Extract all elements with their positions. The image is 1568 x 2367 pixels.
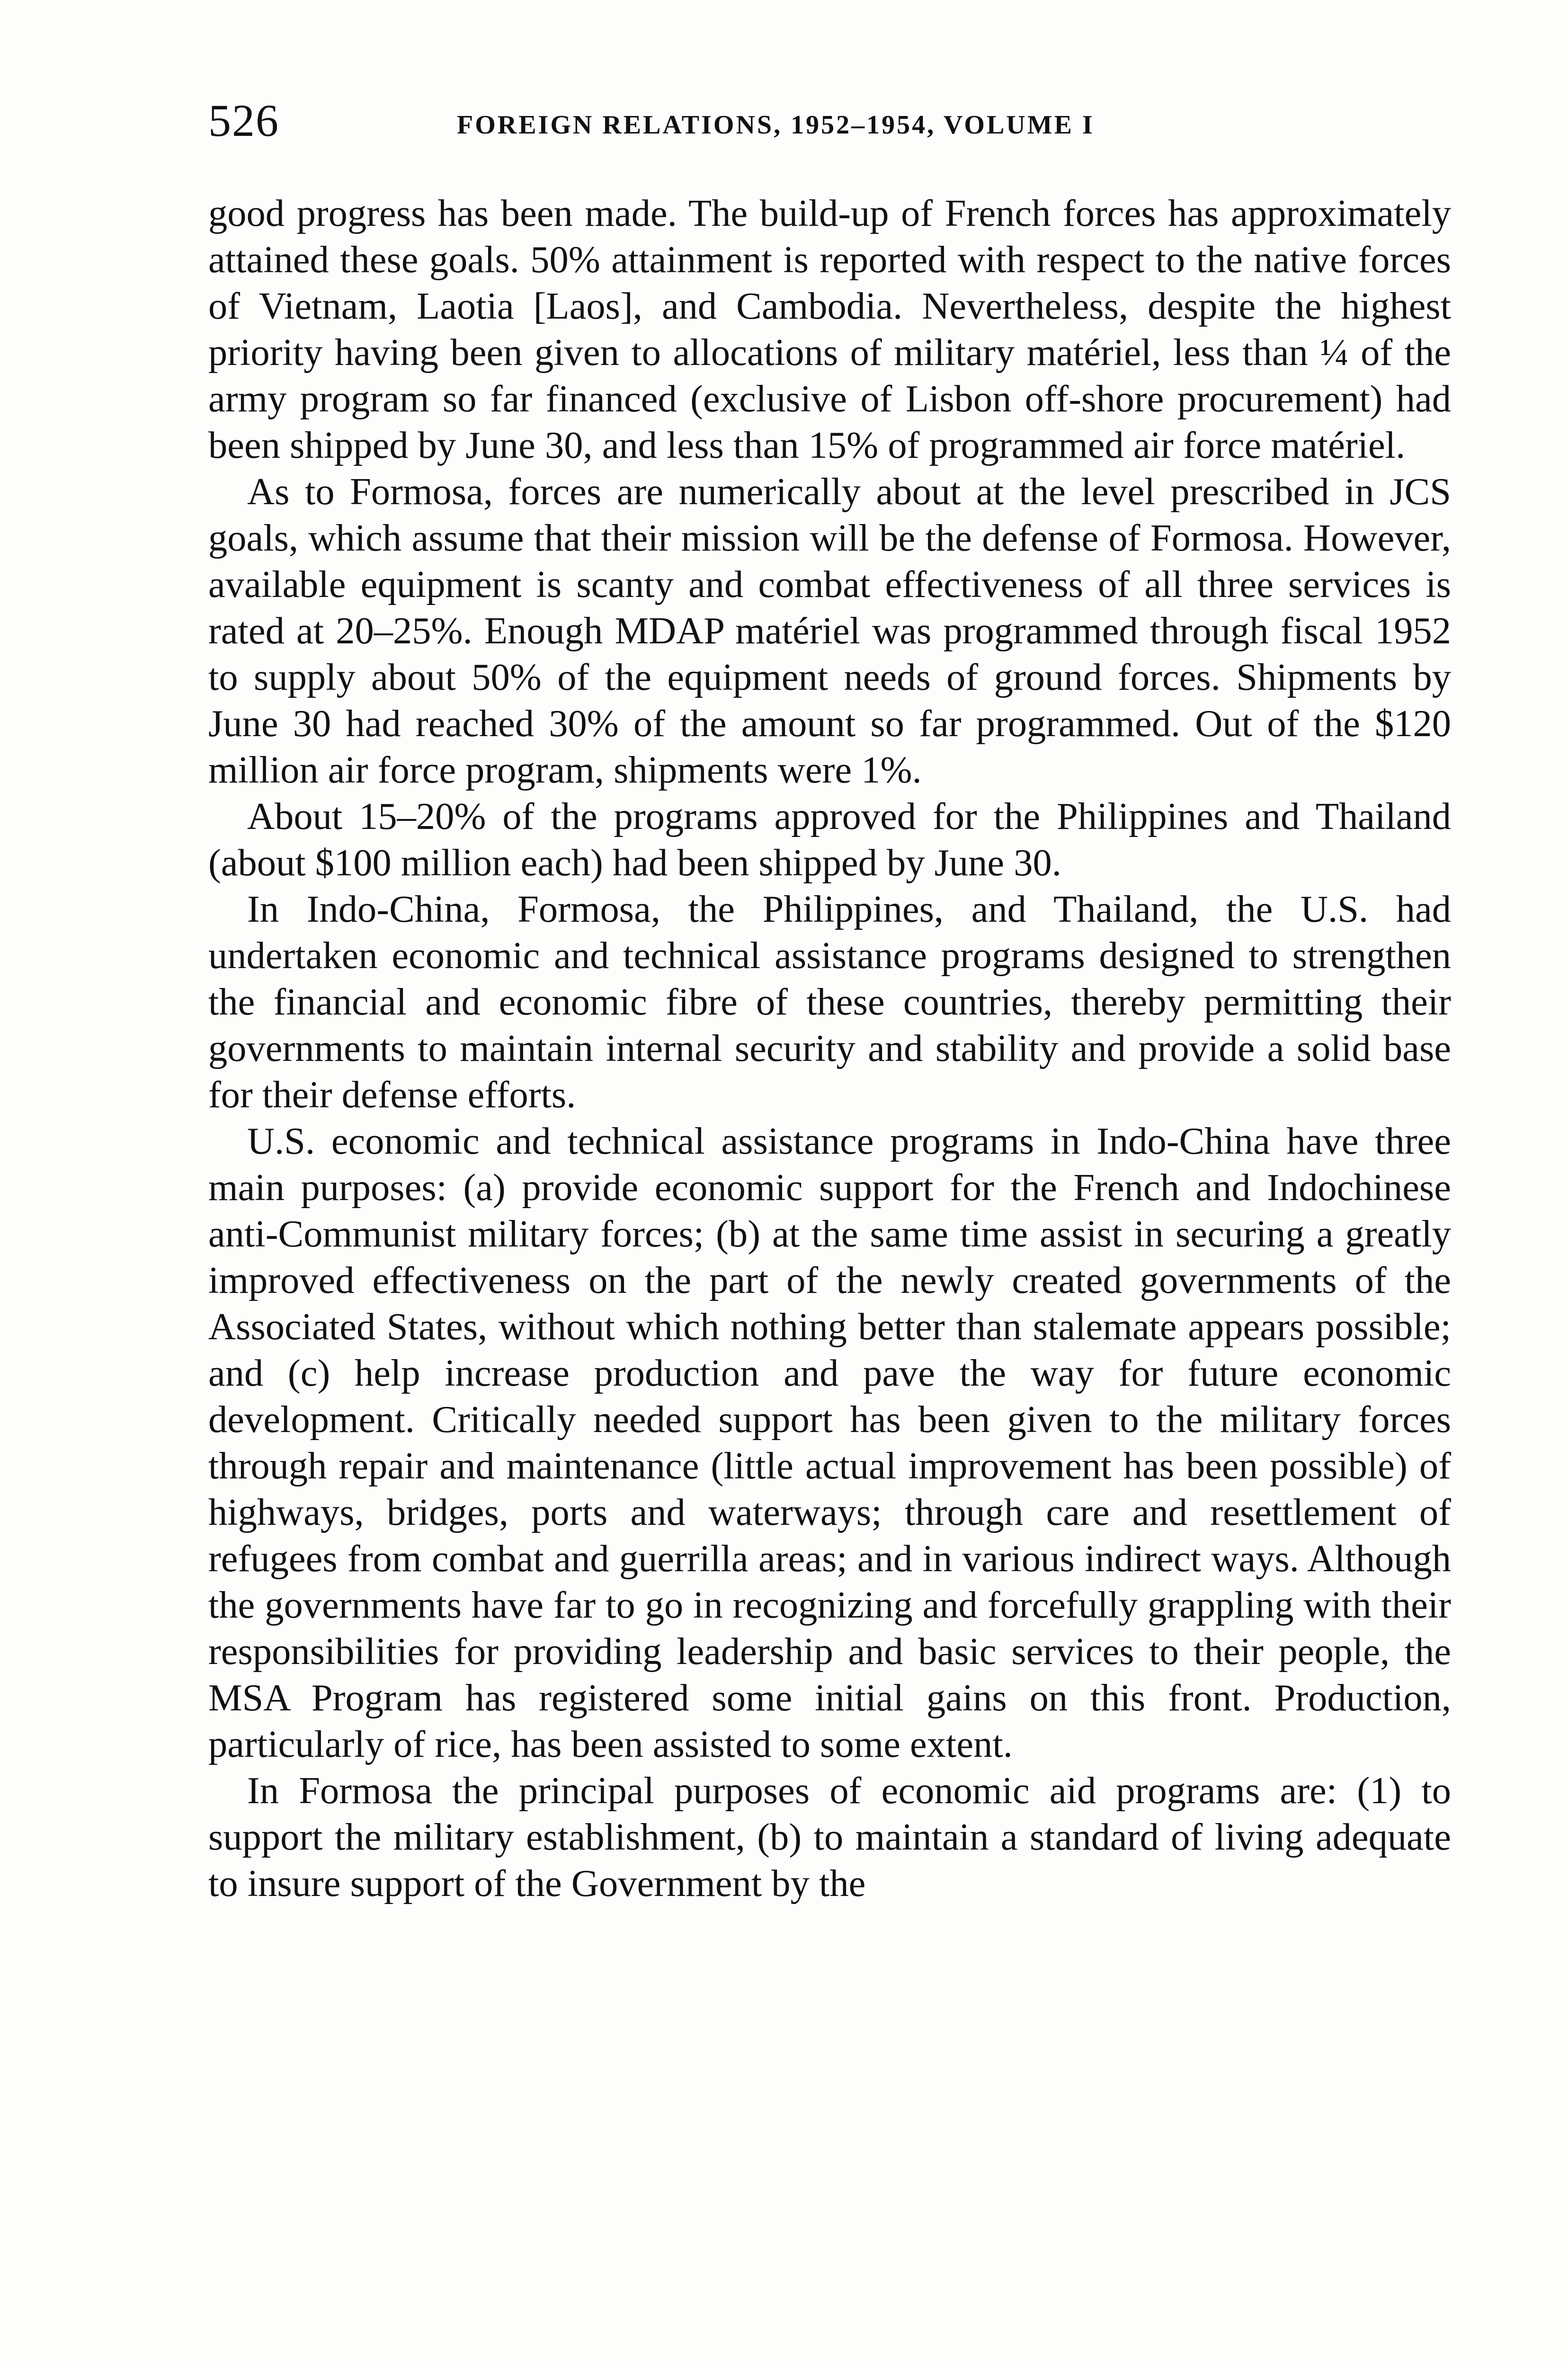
paragraph-formosa-forces: As to Formosa, forces are numerically about at the level prescribed in JCS goals, which assume that their mission will be the defense of Formosa. However, available equipment is scanty and combat effectiveness of all three services is rated at 20–25%. Enough MDAP matériel was programmed through fiscal 1952 to supply about 50% of the equipment needs of ground forces. Shipments by June 30 had reached 30% of the amount so far programmed. Out of the $120 million air force program, shipments were 1%. xyxy=(208,471,1451,791)
paragraph-indochina-programs: U.S. economic and technical assistance programs in Indo-China have three main purposes: (a) provide economic support for the French and Indochinese anti-Communist military forces; (b) at the same time assist in securing a greatly improved effectiveness on the part of the newly created governments of the Associated States, without which nothing better than stalemate appears possible; and (c) help increase production and pave the way for future economic development. Critically needed support has been given to the military forces through repair and maintenance (little actual improvement has been possible) of highways, bridges, ports and waterways; through care and resettlement of refugees from combat and guerrilla areas; and in various indirect ways. Although the governments have far to go in recognizing and forcefully grappling with their responsibilities for providing leadership and basic services to their people, the MSA Program has registered some initial gains on this front. Production, particularly of rice, has been assisted to some extent. xyxy=(208,1120,1451,1765)
paragraph-economic-assistance: In Indo-China, Formosa, the Philippines, and Thailand, the U.S. had undertaken economic and technical assistance programs designed to strengthen the financial and economic fibre of these countries, thereby permitting their governments to maintain internal security and stability and provide a solid base for their defense efforts. xyxy=(208,888,1451,1116)
page-number: 526 xyxy=(208,95,279,146)
paragraph-formosa-economic-aid: In Formosa the principal purposes of economic aid programs are: (1) to support the military establishment, (b) to maintain a standard of living adequate to insure support of the Government by the xyxy=(208,1770,1451,1904)
paragraph-continued: good progress has been made. The build-up of French forces has approximately attained these goals. 50% attainment is reported with respect to the native forces of Vietnam, Laotia [Laos], and Cambodia. Nevertheless, despite the highest priority having been given to allocations of military matériel, less than ¼ of the army program so far financed (exclusive of Lisbon off-shore procurement) had been shipped by June 30, and less than 15% of programmed air force matériel. xyxy=(208,192,1451,466)
running-head: FOREIGN RELATIONS, 1952–1954, VOLUME I xyxy=(457,110,1095,140)
paragraph-philippines-thailand: About 15–20% of the programs approved for the Philippines and Thailand (about $100 million each) had been shipped by June 30. xyxy=(208,795,1451,884)
body-text xyxy=(208,190,1451,1907)
page-header xyxy=(208,95,1458,156)
